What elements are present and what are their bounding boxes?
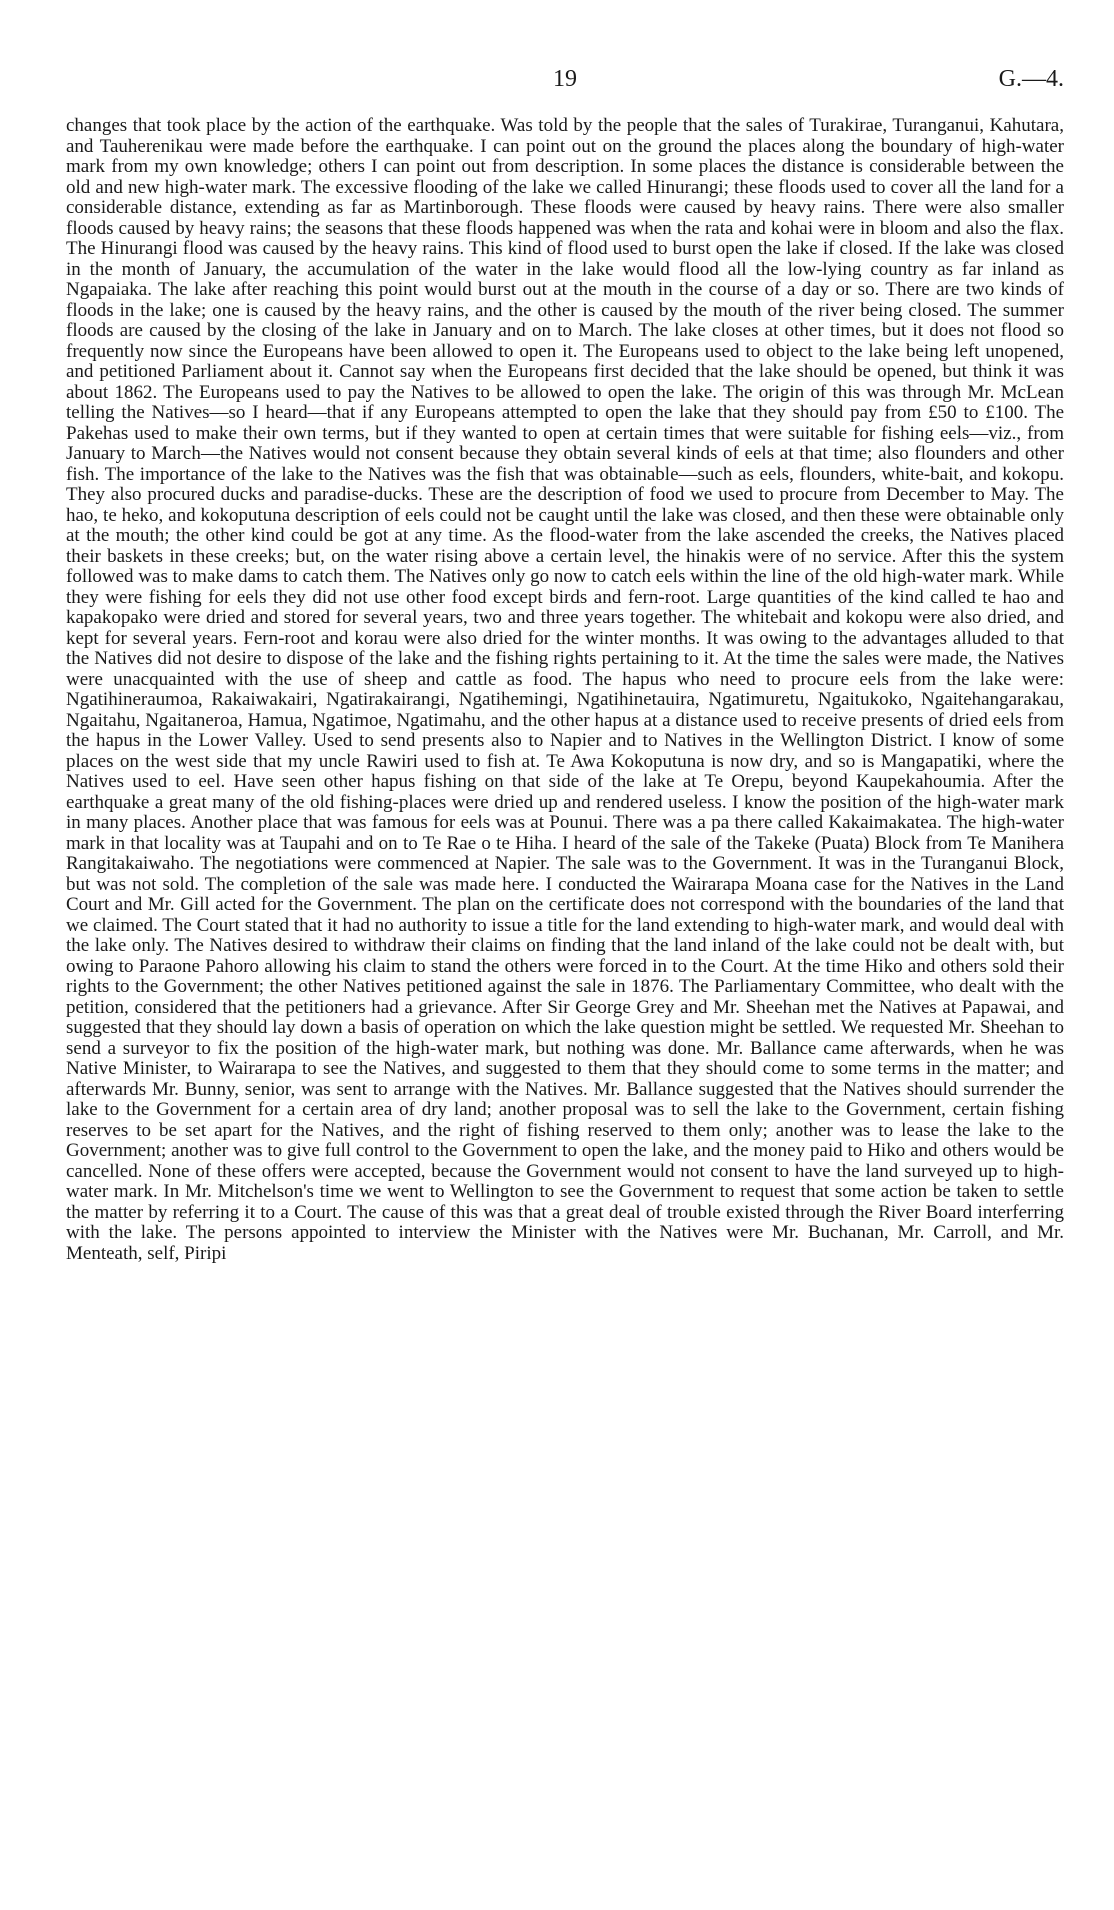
paragraph: changes that took place by the action of the earthquake. Was told by the people that the sales of Turakirae, Turanganui, Kahutara, and Tauherenikau were made before the earthquake. I can point out on the ground the places along the boundary of high-water mark from my own knowledge; others I can point out from description. In some places the distance is considerable between the old and new high-water mark. The excessive flooding of the lake we called Hinurangi; these floods used to cover all the land for a considerable distance, extending as far as Martinborough. These floods were caused by heavy rains. There were also smaller floods caused by heavy rains; the seasons that these floods happened was when the rata and kohai were in bloom and also the flax. The Hinurangi flood was caused by the heavy rains. This kind of flood used to burst open the lake if closed. If the lake was closed in the month of January, the accumulation of the water in the lake would flood all the low-lying country as far inland as Ngapaiaka. The lake after reaching this point would burst out at the mouth in the course of a day or so. There are two kinds of floods in the lake; one is caused by the heavy rains, and the other is caused by the mouth of the river being closed. The summer floods are caused by the closing of the lake in January and on to March. The lake closes at other times, but it does not flood so frequently now since the Europeans have been allowed to open it. The Europeans used to object to the lake being left unopened, and petitioned Parliament about it. Cannot say when the Europeans first decided that the lake should be opened, but think it was about 1862. The Europeans used to pay the Natives to be allowed to open the lake. The origin of this was through Mr. McLean telling the Natives—so I heard—that if any Europeans attempted to open the lake that they should pay from £50 to £100. The Pakehas used to make their own terms, but if they wanted to open at certain times that were suitable for fishing eels—viz., from January to March—the Natives would not consent because they obtain several kinds of eels at that time; also flounders and other fish. The importance of the lake to the Natives was the fish that was obtainable—such as eels, flounders, white-bait, and kokopu. They also procured ducks and paradise-ducks. These are the description of food we used to procure from December to May. The hao, te heko, and kokoputuna description of eels could not be caught until the lake was closed, and then these were obtainable only at the mouth; the other kind could be got at any time. As the flood-water from the lake ascended the creeks, the Natives placed their baskets in these creeks; but, on the water rising above a certain level, the hinakis were of no service. After this the system followed was to make dams to catch them. The Natives only go now to catch eels within the line of the old high-water mark. While they were fishing for eels they did not use other food except birds and fern-root. Large quantities of the kind called te hao and kapakopako were dried and stored for several years, two and three years together. The whitebait and kokopu were also dried, and kept for several years. Fern-root and korau were also dried for the winter months. It was owing to the advantages alluded to that the Natives did not desire to dispose of the lake and the fishing rights pertaining to it. At the time the sales were made, the Natives were unacquainted with the use of sheep and cattle as food. The hapus who need to procure eels from the lake were: Ngatihineraumoa, Rakaiwakairi, Ngatirakairangi, Ngatihemingi, Ngatihinetauira, Ngatimuretu, Ngaitukoko, Ngaitehangarakau, Ngaitahu, Ngaitaneroa, Hamua, Ngatimoe, Ngatimahu, and the other hapus at a distance used to receive presents of dried eels from the hapus in the Lower Valley. Used to send presents also to Napier and to Natives in the Wellington District. I know of some places on the west side that my uncle Rawiri used to fish at. Te Awa Kokoputuna is now dry, and so is Mangapatiki, where the Natives used to eel. Have seen other hapus fishing on that side of the lake at Te Orepu, beyond Kaupekahoumia. After the earthquake a great many of the old fishing-places were dried up and rendered useless. I know the position of the high-water mark in many places. Another place that was famous for eels was at Pounui. There was a pa there called Kakaimakatea. The high-water mark in that locality was at Taupahi and on to Te Rae o te Hiha. I heard of the sale of the Takeke (Puata) Block from Te Manihera Rangitakaiwaho. The negotiations were commenced at Napier. The sale was to the Government. It was in the Turanganui Block, but was not sold. The completion of the sale was made here. I conducted the Wairarapa Moana case for the Natives in the Land Court and Mr. Gill acted for the Government. The plan on the certificate does not correspond with the boundaries of the land that we claimed. The Court stated that it had no authority to issue a title for the land extending to high-water mark, and would deal with the lake only. The Natives desired to withdraw their claims on finding that the land inland of the lake could not be dealt with, but owing to Paraone Pahoro allowing his claim to stand the others were forced in to the Court. At the time Hiko and others sold their rights to the Government; the other Natives petitioned against the sale in 1876. The Parliamentary Committee, who dealt with the petition, considered that the petitioners had a grievance. After Sir George Grey and Mr. Sheehan met the Natives at Papawai, and suggested that they should lay down a basis of operation on which the lake question might be settled. We requested Mr. Sheehan to send a surveyor to fix the position of the high-water mark, but nothing was done. Mr. Ballance came afterwards, when he was Native Minister, to Wairarapa to see the Natives, and suggested to them that they should come to some terms in the matter; and afterwards Mr. Bunny, senior, was sent to arrange with the Natives. Mr. Ballance suggested that the Natives should surrender the lake to the Government for a certain area of dry land; another proposal was to sell the lake to the Government, certain fishing reserves to be set apart for the Natives, and the right of fishing reserved to them only; another was to lease the lake to the Government; another was to give full control to the Government to open the lake, and the money paid to Hiko and others would be cancelled. None of these offers were accepted, because the Government would not consent to have the land surveyed up to high-water mark. In Mr. Mitchelson's time we went to Wellington to see the Government to request that some action be taken to settle the matter by referring it to a Court. The cause of this was that a great deal of trouble existed through the River Board interferring with the lake. The persons appointed to interview the Minister with the Natives were Mr. Buchanan, Mr. Carroll, and Mr. Menteath, self, Piripi <box>66 115 1064 1264</box>
document-reference: G.—4. <box>998 66 1064 92</box>
page-header <box>66 64 1064 98</box>
body-text <box>66 116 1064 1264</box>
page-number: 19 <box>553 66 577 92</box>
